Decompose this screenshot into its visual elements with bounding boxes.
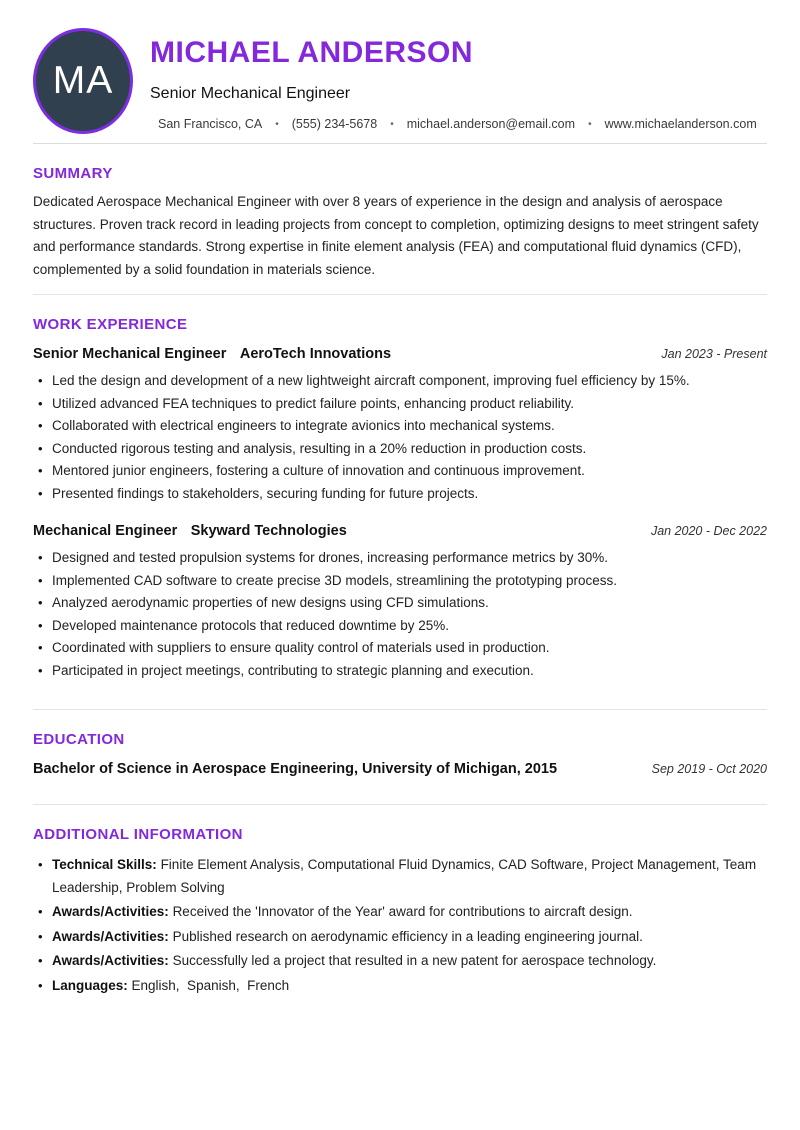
info-item-label: Awards/Activities: [52,953,169,968]
job-role: Senior Mechanical Engineer [33,346,227,362]
info-item-awards [33,926,767,949]
job-company: AeroTech Innovations [239,346,392,362]
bullet-item: • Designed and tested propulsion systems for drones, increasing performance metrics by 30%. [33,547,767,570]
section-heading-work-experience: WORK EXPERIENCE [33,316,188,333]
divider [33,143,767,144]
section-heading-education: EDUCATION [33,731,125,748]
education-dates: Sep 2019 - Oct 2020 [651,762,767,776]
info-item-label: Languages: [52,977,128,993]
section-heading-summary: SUMMARY [33,165,113,182]
contact-separator: • [588,118,592,130]
job-header [33,345,767,363]
contact-location: San Francisco, CA [158,117,263,131]
info-item-languages [33,975,767,998]
contact-email: michael.anderson@email.com [406,117,576,131]
job-company: Skyward Technologies [190,523,347,539]
bullet-item: • Mentored junior engineers, fostering a culture of innovation and continuous improvement. [33,460,767,483]
info-item-text: Successfully led a project that resulted in a new patent for aerospace technology. [172,953,657,968]
education-degree: Bachelor of Science in Aerospace Engineering, University of Michigan, 2015 [33,761,558,777]
bullet-item: • Led the design and development of a new lightweight aircraft component, improving fuel efficiency by 15%. [33,370,767,393]
job-entry [33,345,767,505]
job-header [33,522,767,540]
bullet-item: • Presented findings to stakeholders, securing funding for future projects. [33,483,767,506]
info-item-technical-skills [33,854,767,899]
info-item-label: Awards/Activities: [52,904,169,919]
contact-separator: • [275,118,279,130]
job-dates: Jan 2020 - Dec 2022 [650,524,767,538]
education-entry [33,761,767,777]
info-item-text: Received the 'Innovator of the Year' award for contributions to aircraft design. [172,904,633,919]
section-heading-additional-information: ADDITIONAL INFORMATION [33,826,243,843]
info-item-awards [33,901,767,924]
job-headline: Senior Mechanical Engineer [150,85,351,102]
job-entry [33,522,767,682]
divider [33,294,767,295]
bullet-item: • Analyzed aerodynamic properties of new designs using CFD simulations. [33,592,767,615]
bullet-item: • Coordinated with suppliers to ensure quality control of materials used in production. [33,637,767,660]
divider [33,709,767,710]
additional-info-list [33,854,767,997]
info-item-awards [33,950,767,973]
job-title-line [33,345,391,363]
avatar-initials: MA [52,59,114,102]
summary-text: Dedicated Aerospace Mechanical Engineer with over 8 years of experience in the design and analysis of aerospace structures. Proven track record in leading projects from concept to completion, optimizing designs to meet stringent safety and performance standards. Strong expertise in finite element analysis (FEA) and computational fluid dynamics (CFD), complemented by a solid foundation in materials science. [33,194,759,277]
bullet-item: • Participated in project meetings, contributing to strategic planning and execution. [33,660,767,683]
work-experience-section [33,316,767,682]
page-title: MICHAEL ANDERSON [150,36,474,69]
bullet-item: • Collaborated with electrical engineers to integrate avionics into mechanical systems. [33,415,767,438]
education-section [33,731,767,777]
bullet-item: • Developed maintenance protocols that reduced downtime by 25%. [33,615,767,638]
job-role: Mechanical Engineer [33,523,178,539]
contact-row [158,117,757,131]
info-item-text: Published research on aerodynamic efficiency in a leading engineering journal. [172,928,643,944]
info-item-label: Technical Skills: [52,857,157,872]
header [33,0,767,134]
contact-website: www.michaelanderson.com [604,117,757,131]
info-item-label: Awards/Activities: [52,928,169,944]
job-bullet-list [33,370,767,505]
bullet-item: • Utilized advanced FEA techniques to predict failure points, enhancing product reliability. [33,393,767,416]
summary-section [33,165,767,281]
avatar [33,28,133,134]
bullet-item: • Implemented CAD software to create precise 3D models, streamlining the prototyping process. [33,570,767,593]
info-item-text: Finite Element Analysis, Computational Fluid Dynamics, CAD Software, Project Management, Team Leadership, Problem Solving [52,857,757,895]
job-title-line [33,522,347,540]
contact-phone: (555) 234-5678 [291,117,378,131]
additional-information-section [33,826,767,997]
contact-separator: • [390,118,394,130]
header-text [150,28,757,131]
divider [33,804,767,805]
bullet-item: • Conducted rigorous testing and analysis, resulting in a 20% reduction in production costs. [33,438,767,461]
info-item-text: English, Spanish, French [131,977,290,993]
job-bullet-list [33,547,767,682]
job-dates: Jan 2023 - Present [661,347,767,361]
